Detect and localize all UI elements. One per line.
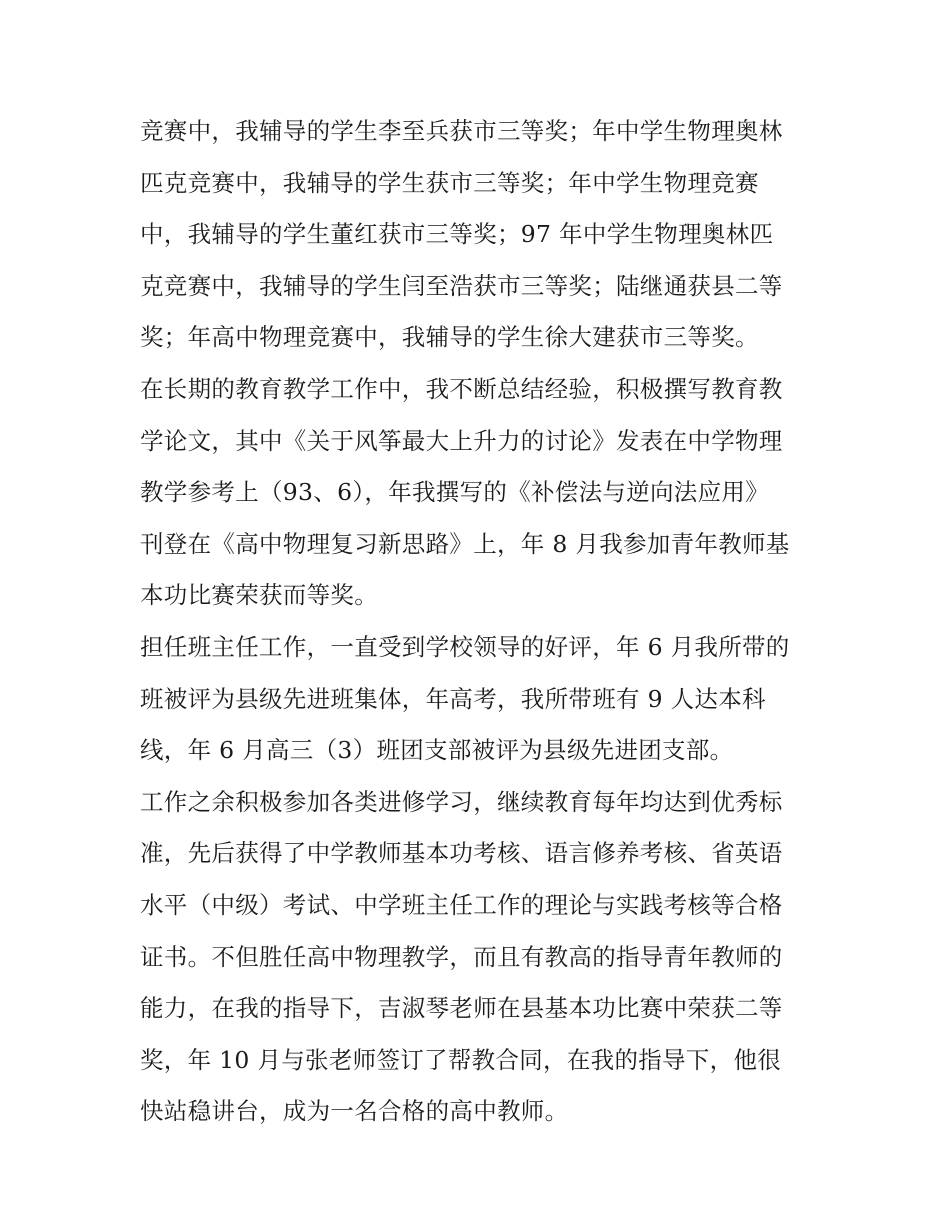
text-line-19: 奖，年 10 月与张老师签订了帮教合同，在我的指导下，他很: [140, 1045, 782, 1074]
text-line-12: 班被评为县级先进班集体，年高考，我所带班有 9 人达本科: [140, 684, 766, 713]
text-line-16: 水平（中级）考试、中学班主任工作的理论与实践考核等合格: [140, 890, 783, 919]
text-line-17: 证书。不但胜任高中物理教学，而且有教高的指导青年教师的: [140, 942, 783, 971]
text-line-15: 准，先后获得了中学教师基本功考核、语言修养考核、省英语: [140, 839, 783, 868]
text-line-10: 本功比赛荣获而等奖。: [140, 581, 378, 610]
text-line-2: 匹克竞赛中，我辅导的学生获市三等奖；年中学生物理竞赛: [140, 168, 759, 197]
text-line-11: 担任班主任工作，一直受到学校领导的好评，年 6 月我所带的: [140, 632, 790, 661]
text-line-14: 工作之余积极参加各类进修学习，继续教育每年均达到优秀标: [140, 787, 783, 816]
body-text: [140, 106, 820, 1138]
text-line-8: 教学参考上（93、6），年我撰写的《补偿法与逆向法应用》: [140, 478, 770, 507]
text-line-3: 中，我辅导的学生董红获市三等奖；97 年中学生物理奥林匹: [140, 220, 774, 249]
text-line-1: 竞赛中，我辅导的学生李至兵获市三等奖；年中学生物理奥林: [140, 117, 783, 145]
text-line-6: 在长期的教育教学工作中，我不断总结经验，积极撰写教育教: [140, 374, 783, 403]
text-line-13: 线，年 6 月高三（3）班团支部被评为县级先进团支部。: [140, 736, 734, 765]
text-line-9: 刊登在《高中物理复习新思路》上，年 8 月我参加青年教师基: [140, 529, 790, 558]
text-line-5: 奖；年高中物理竞赛中，我辅导的学生徐大建获市三等奖。: [140, 323, 759, 352]
text-line-4: 克竞赛中，我辅导的学生闫至浩获市三等奖；陆继通获县二等: [140, 271, 783, 300]
text-line-18: 能力，在我的指导下，吉淑琴老师在县基本功比赛中荣获二等: [140, 994, 783, 1023]
text-line-7: 学论文，其中《关于风筝最大上升力的讨论》发表在中学物理: [140, 426, 783, 455]
text-line-20: 快站稳讲台，成为一名合格的高中教师。: [140, 1097, 569, 1126]
